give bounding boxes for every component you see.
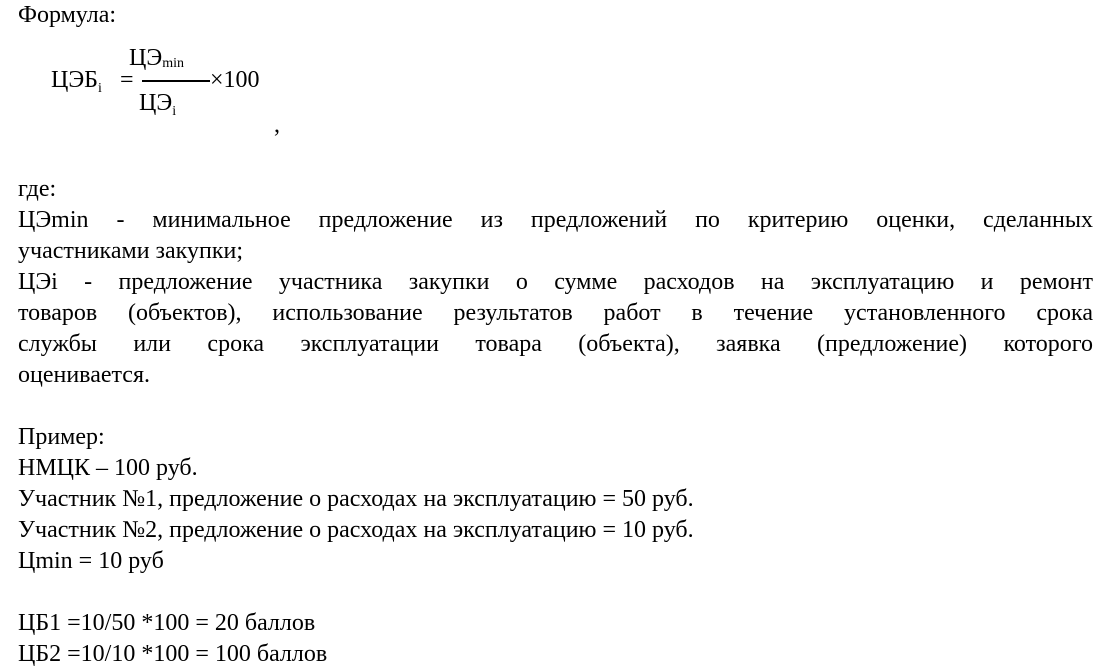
example-nmck: НМЦК – 100 руб. bbox=[18, 455, 198, 481]
formula-multiplier: ×100 bbox=[210, 67, 260, 93]
definition-cei-line1: ЦЭi - предложение участника закупки о сумме расходов на эксплуатацию и ремонт bbox=[18, 269, 1093, 295]
formula-denominator-main: ЦЭ bbox=[139, 90, 173, 116]
result-cb1: ЦБ1 =10/50 *100 = 20 баллов bbox=[18, 610, 316, 636]
definition-cei-line4: оценивается. bbox=[18, 362, 150, 388]
formula-lhs-main: ЦЭБ bbox=[51, 67, 98, 93]
spacer bbox=[18, 391, 1093, 422]
formula-numerator-sub: min bbox=[162, 56, 184, 71]
formula-equals: = bbox=[120, 67, 134, 93]
result-cb2: ЦБ2 =10/10 *100 = 100 баллов bbox=[18, 641, 328, 667]
formula-comma: , bbox=[274, 112, 280, 138]
definition-cemin-line1: ЦЭmin - минимальное предложение из предложений по критерию оценки, сделанных bbox=[18, 207, 1093, 233]
document-page bbox=[18, 0, 1093, 670]
formula-denominator-sub: i bbox=[172, 104, 177, 119]
formula-numerator-main: ЦЭ bbox=[129, 45, 163, 71]
formula-denominator bbox=[139, 83, 176, 132]
example-participant-2: Участник №2, предложение о расходах на эксплуатацию = 10 руб. bbox=[18, 517, 694, 543]
formula-numerator bbox=[129, 43, 184, 79]
definition-cei-line3: службы или срока эксплуатации товара (объекта), заявка (предложение) которого bbox=[18, 331, 1093, 357]
spacer bbox=[18, 143, 1093, 174]
formula-lhs-sub: i bbox=[97, 81, 102, 96]
fraction-bar bbox=[142, 80, 210, 82]
formula-lhs bbox=[51, 65, 102, 104]
definition-cemin-line2: участниками закупки; bbox=[18, 238, 243, 264]
formula-heading: Формула: bbox=[18, 2, 117, 28]
example-title: Пример: bbox=[18, 424, 105, 450]
formula bbox=[51, 38, 291, 138]
example-participant-1: Участник №1, предложение о расходах на эксплуатацию = 50 руб. bbox=[18, 486, 694, 512]
where-label: где: bbox=[18, 176, 57, 202]
formula-block bbox=[18, 31, 1093, 143]
example-cmin: Цmin = 10 руб bbox=[18, 548, 164, 574]
spacer bbox=[18, 577, 1093, 608]
definition-cei-line2: товаров (объектов), использование результатов работ в течение установленного срока bbox=[18, 300, 1093, 326]
